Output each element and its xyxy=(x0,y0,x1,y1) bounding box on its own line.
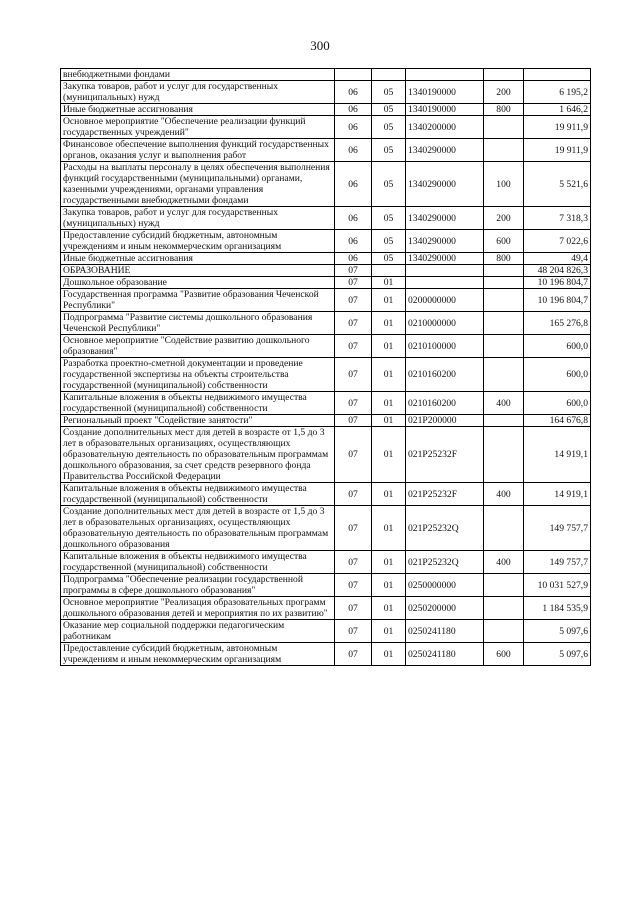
row-name-cell: внебюджетными фондами xyxy=(61,69,335,81)
table-row xyxy=(61,620,591,643)
amount-cell: 164 676,8 xyxy=(524,415,591,427)
expense-type-cell: 400 xyxy=(484,551,524,574)
row-name-cell: Дошкольное образование xyxy=(61,277,335,289)
subsection-code-cell: 05 xyxy=(372,230,406,253)
table-row xyxy=(61,116,591,139)
expense-type-cell xyxy=(484,312,524,335)
amount-cell: 5 097,6 xyxy=(524,643,591,666)
expense-type-cell xyxy=(484,427,524,483)
table-row xyxy=(61,415,591,427)
table-row xyxy=(61,81,591,104)
row-name-cell: Основное мероприятие "Содействие развитию дошкольного образования" xyxy=(61,335,335,358)
subsection-code-cell: 01 xyxy=(372,335,406,358)
target-article-cell: 021P25232F xyxy=(406,483,484,506)
section-code-cell xyxy=(335,69,372,81)
row-name-cell: Расходы на выплаты персоналу в целях обеспечения выполнения функций государственными (муниципальными) органами, казенными учреждениями, органами управления государственными внебюджетными фондами xyxy=(61,162,335,207)
row-name-cell: Закупка товаров, работ и услуг для государственных (муниципальных) нужд xyxy=(61,207,335,230)
expense-type-cell xyxy=(484,574,524,597)
subsection-code-cell: 01 xyxy=(372,277,406,289)
amount-cell: 10 031 527,9 xyxy=(524,574,591,597)
row-name-cell: Государственная программа "Развитие образования Чеченской Республики" xyxy=(61,289,335,312)
expense-type-cell: 100 xyxy=(484,162,524,207)
section-code-cell: 07 xyxy=(335,483,372,506)
target-article-cell: 0250241180 xyxy=(406,643,484,666)
expense-type-cell xyxy=(484,597,524,620)
table-row xyxy=(61,162,591,207)
amount-cell: 10 196 804,7 xyxy=(524,277,591,289)
table-row xyxy=(61,253,591,265)
table-row xyxy=(61,230,591,253)
target-article-cell: 021P200000 xyxy=(406,415,484,427)
table-row xyxy=(61,265,591,277)
table-row xyxy=(61,392,591,415)
subsection-code-cell: 05 xyxy=(372,253,406,265)
expense-type-cell xyxy=(484,116,524,139)
section-code-cell: 07 xyxy=(335,289,372,312)
amount-cell: 19 911,9 xyxy=(524,139,591,162)
table-row xyxy=(61,207,591,230)
subsection-code-cell: 01 xyxy=(372,620,406,643)
amount-cell: 19 911,9 xyxy=(524,116,591,139)
row-name-cell: Иные бюджетные ассигнования xyxy=(61,104,335,116)
expense-type-cell xyxy=(484,506,524,551)
subsection-code-cell: 05 xyxy=(372,116,406,139)
subsection-code-cell xyxy=(372,265,406,277)
target-article-cell: 1340290000 xyxy=(406,207,484,230)
section-code-cell: 06 xyxy=(335,116,372,139)
section-code-cell: 07 xyxy=(335,415,372,427)
subsection-code-cell: 01 xyxy=(372,597,406,620)
subsection-code-cell: 01 xyxy=(372,506,406,551)
row-name-cell: Капитальные вложения в объекты недвижимого имущества государственной (муниципальной) собственности xyxy=(61,551,335,574)
target-article-cell: 0210000000 xyxy=(406,312,484,335)
subsection-code-cell: 01 xyxy=(372,415,406,427)
row-name-cell: ОБРАЗОВАНИЕ xyxy=(61,265,335,277)
subsection-code-cell: 01 xyxy=(372,392,406,415)
section-code-cell: 06 xyxy=(335,162,372,207)
amount-cell: 5 097,6 xyxy=(524,620,591,643)
section-code-cell: 07 xyxy=(335,392,372,415)
section-code-cell: 07 xyxy=(335,312,372,335)
target-article-cell: 1340290000 xyxy=(406,139,484,162)
section-code-cell: 07 xyxy=(335,358,372,392)
amount-cell: 5 521,6 xyxy=(524,162,591,207)
target-article-cell: 0210160200 xyxy=(406,358,484,392)
subsection-code-cell: 01 xyxy=(372,289,406,312)
budget-table xyxy=(60,68,591,666)
row-name-cell: Капитальные вложения в объекты недвижимого имущества государственной (муниципальной) собственности xyxy=(61,392,335,415)
row-name-cell: Основное мероприятие "Обеспечение реализации функций государственных учреждений" xyxy=(61,116,335,139)
section-code-cell: 07 xyxy=(335,597,372,620)
row-name-cell: Оказание мер социальной поддержки педагогическим работникам xyxy=(61,620,335,643)
target-article-cell: 0250200000 xyxy=(406,597,484,620)
section-code-cell: 06 xyxy=(335,207,372,230)
target-article-cell: 1340290000 xyxy=(406,253,484,265)
subsection-code-cell: 01 xyxy=(372,312,406,335)
row-name-cell: Иные бюджетные ассигнования xyxy=(61,253,335,265)
amount-cell: 14 919,1 xyxy=(524,483,591,506)
subsection-code-cell: 01 xyxy=(372,551,406,574)
amount-cell: 48 204 826,3 xyxy=(524,265,591,277)
amount-cell: 1 184 535,9 xyxy=(524,597,591,620)
subsection-code-cell: 05 xyxy=(372,139,406,162)
expense-type-cell xyxy=(484,415,524,427)
expense-type-cell xyxy=(484,335,524,358)
target-article-cell xyxy=(406,265,484,277)
amount-cell: 6 195,2 xyxy=(524,81,591,104)
expense-type-cell xyxy=(484,265,524,277)
subsection-code-cell: 01 xyxy=(372,643,406,666)
amount-cell: 1 646,2 xyxy=(524,104,591,116)
expense-type-cell: 800 xyxy=(484,104,524,116)
table-row xyxy=(61,104,591,116)
expense-type-cell xyxy=(484,620,524,643)
subsection-code-cell: 05 xyxy=(372,104,406,116)
subsection-code-cell: 01 xyxy=(372,427,406,483)
expense-type-cell: 600 xyxy=(484,230,524,253)
target-article-cell xyxy=(406,69,484,81)
amount-cell: 149 757,7 xyxy=(524,506,591,551)
table-row xyxy=(61,574,591,597)
subsection-code-cell: 05 xyxy=(372,81,406,104)
target-article-cell xyxy=(406,277,484,289)
target-article-cell: 021P25232Q xyxy=(406,551,484,574)
section-code-cell: 07 xyxy=(335,506,372,551)
budget-table-body xyxy=(61,69,591,666)
target-article-cell: 0250241180 xyxy=(406,620,484,643)
target-article-cell: 1340290000 xyxy=(406,230,484,253)
section-code-cell: 07 xyxy=(335,620,372,643)
amount-cell: 600,0 xyxy=(524,392,591,415)
row-name-cell: Закупка товаров, работ и услуг для государственных (муниципальных) нужд xyxy=(61,81,335,104)
expense-type-cell xyxy=(484,139,524,162)
row-name-cell: Разработка проектно-сметной документации и проведение государственной экспертизы на объекты строительства государственной (муниципальной) собственности xyxy=(61,358,335,392)
table-row xyxy=(61,643,591,666)
amount-cell xyxy=(524,69,591,81)
expense-type-cell xyxy=(484,358,524,392)
row-name-cell: Предоставление субсидий бюджетным, автономным учреждениям и иным некоммерческим организациям xyxy=(61,230,335,253)
expense-type-cell: 200 xyxy=(484,81,524,104)
table-row xyxy=(61,483,591,506)
target-article-cell: 1340290000 xyxy=(406,162,484,207)
row-name-cell: Капитальные вложения в объекты недвижимого имущества государственной (муниципальной) собственности xyxy=(61,483,335,506)
table-row xyxy=(61,427,591,483)
table-row xyxy=(61,277,591,289)
target-article-cell: 1340190000 xyxy=(406,104,484,116)
amount-cell: 7 318,3 xyxy=(524,207,591,230)
table-row xyxy=(61,506,591,551)
target-article-cell: 021P25232F xyxy=(406,427,484,483)
section-code-cell: 06 xyxy=(335,104,372,116)
section-code-cell: 07 xyxy=(335,551,372,574)
expense-type-cell: 800 xyxy=(484,253,524,265)
row-name-cell: Предоставление субсидий бюджетным, автономным учреждениям и иным некоммерческим организациям xyxy=(61,643,335,666)
table-row xyxy=(61,139,591,162)
expense-type-cell: 400 xyxy=(484,483,524,506)
target-article-cell: 021P25232Q xyxy=(406,506,484,551)
subsection-code-cell: 05 xyxy=(372,162,406,207)
row-name-cell: Создание дополнительных мест для детей в возрасте от 1,5 до 3 лет в образовательных организациях, осуществляющих образовательную деятельность по образовательным программам дошкольного образования, за счет средств резервного фонда Правительства Российской Федерации xyxy=(61,427,335,483)
section-code-cell: 07 xyxy=(335,643,372,666)
table-row xyxy=(61,597,591,620)
subsection-code-cell: 01 xyxy=(372,358,406,392)
table-row xyxy=(61,335,591,358)
amount-cell: 10 196 804,7 xyxy=(524,289,591,312)
section-code-cell: 07 xyxy=(335,427,372,483)
target-article-cell: 0200000000 xyxy=(406,289,484,312)
table-row xyxy=(61,358,591,392)
section-code-cell: 07 xyxy=(335,335,372,358)
expense-type-cell xyxy=(484,69,524,81)
target-article-cell: 0210100000 xyxy=(406,335,484,358)
subsection-code-cell xyxy=(372,69,406,81)
page-number: 300 xyxy=(310,38,330,53)
amount-cell: 49,4 xyxy=(524,253,591,265)
section-code-cell: 06 xyxy=(335,139,372,162)
row-name-cell: Создание дополнительных мест для детей в возрасте от 1,5 до 3 лет в образовательных организациях, осуществляющих образовательную деятельность по образовательным программам дошкольного образования xyxy=(61,506,335,551)
row-name-cell: Финансовое обеспечение выполнения функций государственных органов, оказания услуг и выполнения работ xyxy=(61,139,335,162)
amount-cell: 149 757,7 xyxy=(524,551,591,574)
section-code-cell: 07 xyxy=(335,574,372,597)
section-code-cell: 06 xyxy=(335,253,372,265)
expense-type-cell xyxy=(484,277,524,289)
amount-cell: 14 919,1 xyxy=(524,427,591,483)
subsection-code-cell: 01 xyxy=(372,574,406,597)
row-name-cell: Подпрограмма "Обеспечение реализации государственной программы в сфере дошкольного образования" xyxy=(61,574,335,597)
amount-cell: 165 276,8 xyxy=(524,312,591,335)
subsection-code-cell: 01 xyxy=(372,483,406,506)
section-code-cell: 06 xyxy=(335,81,372,104)
expense-type-cell xyxy=(484,289,524,312)
table-row xyxy=(61,69,591,81)
table-row xyxy=(61,289,591,312)
section-code-cell: 06 xyxy=(335,230,372,253)
target-article-cell: 1340200000 xyxy=(406,116,484,139)
amount-cell: 7 022,6 xyxy=(524,230,591,253)
row-name-cell: Подпрограмма "Развитие системы дошкольного образования Чеченской Республики" xyxy=(61,312,335,335)
target-article-cell: 1340190000 xyxy=(406,81,484,104)
table-row xyxy=(61,551,591,574)
table-row xyxy=(61,312,591,335)
row-name-cell: Основное мероприятие "Реализация образовательных программ дошкольного образования детей и мероприятия по их развитию" xyxy=(61,597,335,620)
amount-cell: 600,0 xyxy=(524,358,591,392)
target-article-cell: 0250000000 xyxy=(406,574,484,597)
subsection-code-cell: 05 xyxy=(372,207,406,230)
target-article-cell: 0210160200 xyxy=(406,392,484,415)
expense-type-cell: 400 xyxy=(484,392,524,415)
section-code-cell: 07 xyxy=(335,265,372,277)
amount-cell: 600,0 xyxy=(524,335,591,358)
expense-type-cell: 600 xyxy=(484,643,524,666)
row-name-cell: Региональный проект "Содействие занятости" xyxy=(61,415,335,427)
section-code-cell: 07 xyxy=(335,277,372,289)
expense-type-cell: 200 xyxy=(484,207,524,230)
